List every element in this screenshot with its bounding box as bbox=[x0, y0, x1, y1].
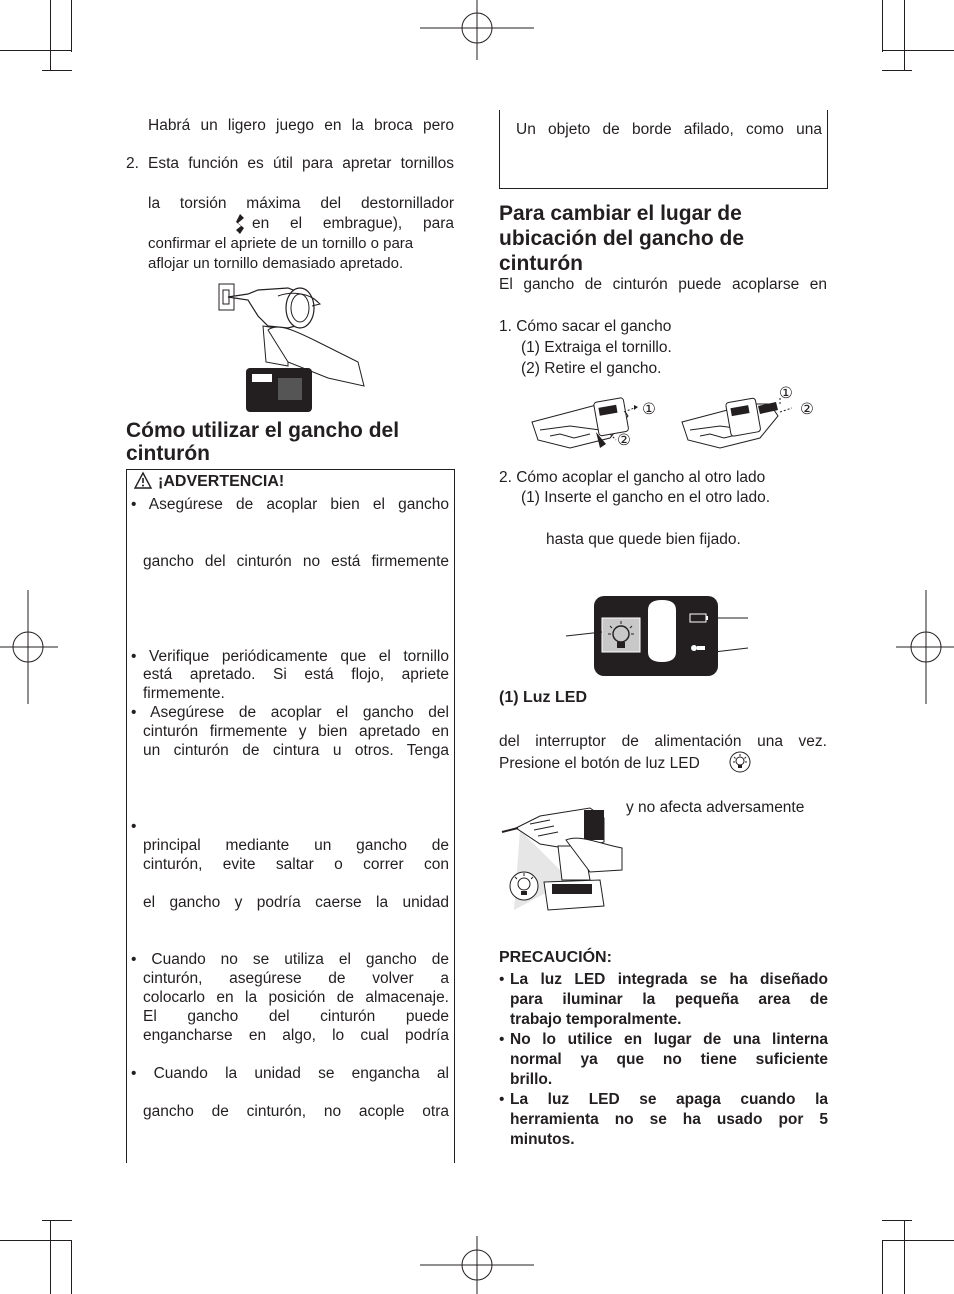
caution-item: No lo utilice en lugar de una linterna bbox=[510, 1031, 828, 1048]
step-item: (1) Inserte el gancho en el otro lado. bbox=[521, 489, 771, 506]
list-number: 2. bbox=[126, 155, 139, 172]
belt-hook-removal-illustration-1 bbox=[530, 392, 650, 454]
warning-item: principal mediante un gancho de bbox=[143, 837, 449, 854]
note-text: Un objeto de borde afilado, como una bbox=[516, 121, 822, 138]
warning-item: cinturón firmemente y bien apretado en bbox=[143, 723, 449, 740]
section-heading: Para cambiar el lugar de bbox=[499, 202, 742, 225]
warning-item: • Cuando no se utiliza el gancho de bbox=[131, 951, 449, 968]
warning-item: • Asegúrese de acoplar el gancho del bbox=[131, 704, 449, 721]
clutch-drill-symbol-icon bbox=[234, 214, 246, 234]
paragraph-line: Habrá un ligero juego en la broca pero bbox=[148, 117, 454, 134]
caution-title: PRECAUCIÓN: bbox=[499, 949, 612, 966]
warning-title: ¡ADVERTENCIA! bbox=[158, 473, 285, 490]
control-panel-illustration bbox=[566, 590, 748, 680]
paragraph-line: Esta función es útil para apretar tornillos bbox=[148, 155, 454, 172]
warning-item: • Verifique periódicamente que el tornillo bbox=[131, 648, 449, 665]
section-heading: cinturón bbox=[126, 442, 210, 465]
step-item: hasta que quede bien fijado. bbox=[546, 531, 741, 548]
warning-item: un cinturón de cintura u otros. Tenga bbox=[143, 742, 449, 759]
caution-item: minutos. bbox=[510, 1131, 575, 1148]
section-heading: cinturón bbox=[499, 252, 583, 275]
registration-mark-bottom bbox=[420, 1236, 534, 1294]
warning-item: el gancho y podría caerse la unidad bbox=[143, 894, 449, 911]
warning-item: cinturón, evite saltar o correr con bbox=[143, 856, 449, 873]
caution-item: para iluminar la pequeña area de bbox=[510, 991, 828, 1008]
caution-item: normal ya que no tiene suficiente bbox=[510, 1051, 828, 1068]
caution-item: trabajo temporalmente. bbox=[510, 1011, 682, 1028]
registration-mark-right bbox=[896, 590, 954, 704]
warning-bullet: • bbox=[131, 818, 137, 835]
paragraph-line: Presione el botón de luz LED bbox=[499, 755, 700, 772]
warning-item: • Asegúrese de acoplar bien el gancho bbox=[131, 496, 449, 513]
warning-item: El gancho del cinturón puede bbox=[143, 1008, 449, 1025]
figure-label: ② bbox=[617, 432, 631, 449]
caution-item: La luz LED se apaga cuando la bbox=[510, 1091, 828, 1108]
paragraph-line: en el embrague), para bbox=[252, 215, 454, 232]
drill-led-illustration bbox=[500, 800, 624, 916]
warning-item: gancho de cinturón, no acople otra bbox=[143, 1103, 449, 1120]
warning-item: colocarlo en la posición de almacenaje. bbox=[143, 989, 449, 1006]
warning-item: firmemente. bbox=[143, 685, 225, 702]
figure-label: ② bbox=[800, 401, 814, 418]
paragraph-line: aflojar un tornillo demasiado apretado. bbox=[148, 255, 404, 272]
warning-triangle-icon bbox=[134, 472, 152, 489]
step-heading: 2. Cómo acoplar el gancho al otro lado bbox=[499, 469, 766, 486]
section-heading: ubicación del gancho de bbox=[499, 227, 745, 250]
paragraph-line: y no afecta adversamente bbox=[626, 799, 805, 816]
registration-mark-top bbox=[420, 0, 534, 60]
figure-label: ① bbox=[779, 385, 793, 402]
caution-bullet: • bbox=[499, 1091, 505, 1108]
paragraph-line: confirmar el apriete de un tornillo o para bbox=[148, 235, 414, 252]
step-item: (2) Retire el gancho. bbox=[521, 360, 662, 377]
warning-item: engancharse en algo, lo cual podría bbox=[143, 1027, 449, 1044]
caution-item: La luz LED integrada se ha diseñado bbox=[510, 971, 828, 988]
paragraph-line: del interruptor de alimentación una vez. bbox=[499, 733, 827, 750]
warning-item: cinturón, asegúrese de volver a bbox=[143, 970, 449, 987]
section-heading: Cómo utilizar el gancho del bbox=[126, 419, 400, 442]
subsection-heading: (1) Luz LED bbox=[499, 689, 587, 706]
step-item: (1) Extraiga el tornillo. bbox=[521, 339, 672, 356]
caution-item: brillo. bbox=[510, 1071, 553, 1088]
caution-item: herramienta no se ha usado por 5 bbox=[510, 1111, 828, 1128]
registration-mark-left bbox=[0, 590, 58, 704]
figure-label: ① bbox=[642, 401, 656, 418]
step-heading: 1. Cómo sacar el gancho bbox=[499, 318, 672, 335]
caution-bullet: • bbox=[499, 971, 505, 988]
warning-item: • Cuando la unidad se engancha al bbox=[131, 1065, 449, 1082]
paragraph-line: El gancho de cinturón puede acoplarse en bbox=[499, 276, 827, 293]
warning-item: gancho del cinturón no está firmemente bbox=[143, 553, 449, 570]
led-light-icon bbox=[729, 751, 751, 773]
paragraph-line: la torsión máxima del destornillador bbox=[148, 195, 454, 212]
warning-item: está apretado. Si está flojo, apriete bbox=[143, 666, 449, 683]
drill-tightening-illustration bbox=[218, 282, 364, 416]
caution-bullet: • bbox=[499, 1031, 505, 1048]
